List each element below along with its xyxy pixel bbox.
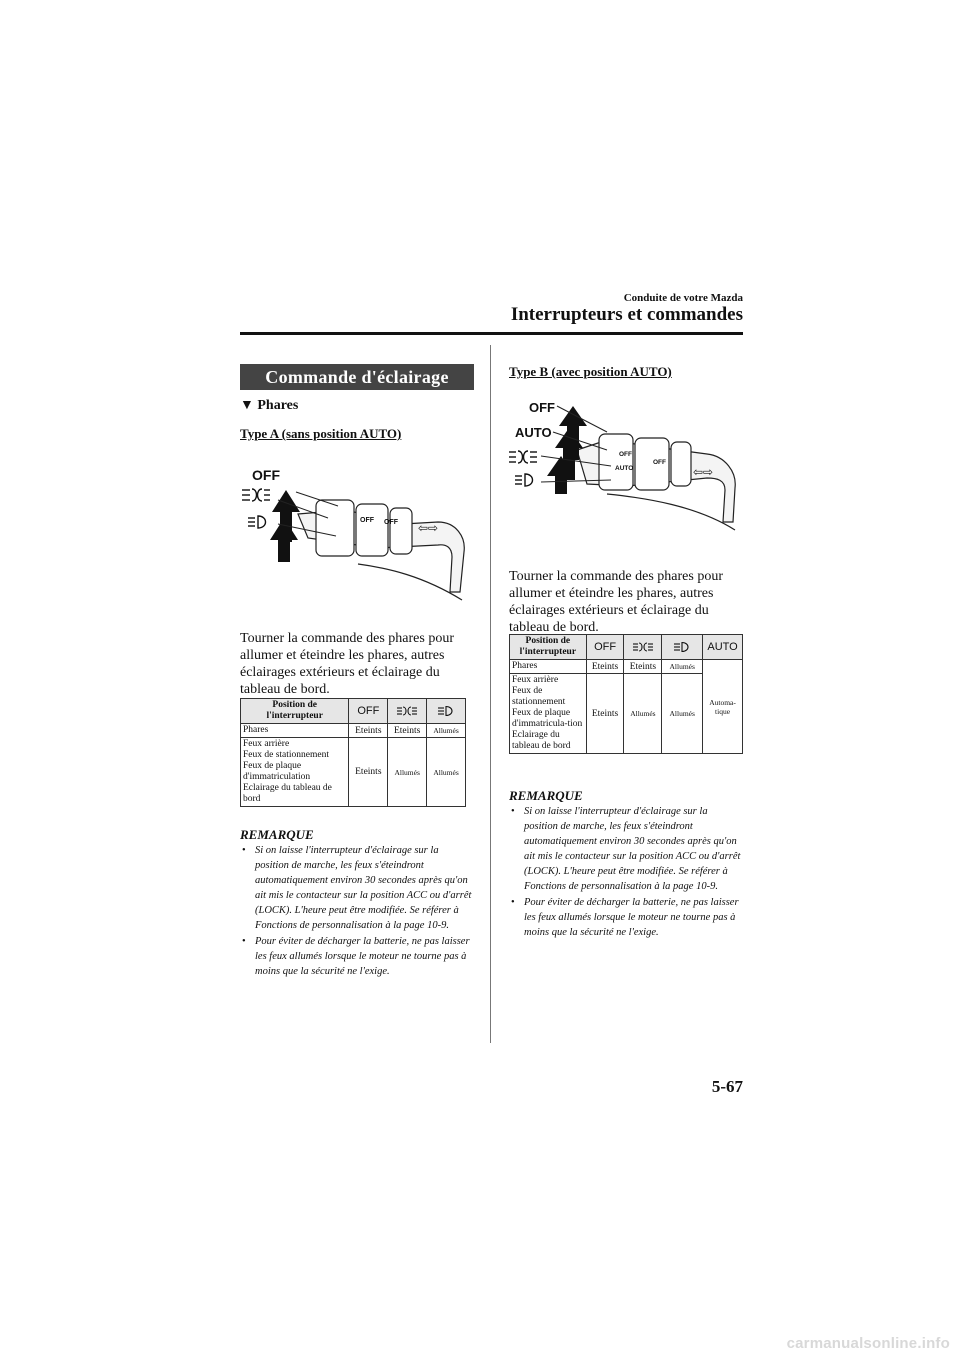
cell-park: Eteints	[624, 660, 662, 674]
page-number: 5-67	[711, 1077, 743, 1096]
cell-park: Eteints	[388, 724, 427, 738]
cell-head: Allumés	[662, 674, 703, 754]
column-auto: AUTO	[703, 635, 743, 660]
row-label: Feux arrière Feux de stationnement Feux de plaque d'immatricula-tion Eclairage du tableau de bord	[510, 674, 587, 754]
switch-ring-3	[390, 508, 412, 554]
remarque-heading: REMARQUE	[509, 788, 583, 803]
parking-lights-icon	[242, 489, 270, 501]
table-header-row	[241, 699, 466, 724]
remarque-heading: REMARQUE	[240, 827, 314, 842]
table-row	[241, 738, 466, 807]
switch-ring-2	[356, 504, 388, 556]
watermark-url[interactable]: carmanualsonline.info	[786, 1335, 950, 1352]
svg-text:OFF: OFF	[360, 517, 374, 524]
cell-off: Eteints	[586, 674, 624, 754]
headlight-icon	[436, 705, 456, 717]
svg-text:⇦⇨: ⇦⇨	[418, 521, 439, 535]
svg-text:OFF: OFF	[619, 451, 632, 458]
type-a-heading: Type A (sans position AUTO)	[240, 426, 402, 441]
subheading-phares	[240, 398, 298, 414]
column-parking-lights-icon	[388, 699, 427, 724]
cell-off: Eteints	[349, 724, 388, 738]
cell-off: Eteints	[349, 738, 388, 807]
headlight-switch-type-a-figure	[238, 452, 478, 607]
headlight-switch-type-b-figure	[507, 390, 743, 540]
row-label: Feux arrière Feux de stationnement Feux de plaque d'immatriculation Eclairage du tableau de bord	[241, 738, 349, 807]
parking-lights-icon	[632, 641, 654, 653]
parking-lights-icon	[509, 451, 537, 463]
type-b-heading: Type B (avec position AUTO)	[509, 364, 672, 379]
svg-text:⇦⇨: ⇦⇨	[693, 465, 714, 479]
headlight-icon	[248, 516, 266, 528]
table-header-label: Position de l'interrupteur	[510, 635, 587, 660]
cell-auto: Automa-tique	[703, 660, 743, 754]
remarque-list	[509, 804, 744, 941]
list-item: • Si on laisse l'interrupteur d'éclairage sur la position de marche, les feux s'éteindront automatiquement environ 30 secondes après qu'on ait mis le contacteur sur la position ACC ou d'arrêt (LOCK). L'heure peut être modifiée. Se référer à Fonctions de personnalisation à la page 10-9.	[509, 804, 744, 894]
row-label: Phares	[241, 724, 349, 738]
headlight-icon	[515, 474, 533, 486]
table-header-label: Position de l'interrupteur	[241, 699, 349, 724]
column-parking-lights-icon	[624, 635, 662, 660]
switch-position-table-a	[240, 698, 466, 807]
column-headlight-icon	[662, 635, 703, 660]
list-item: • Si on laisse l'interrupteur d'éclairage sur la position de marche, les feux s'éteindront automatiquement environ 30 secondes après qu'on ait mis le contacteur sur la position ACC ou d'arrêt (LOCK). L'heure peut être modifiée. Se référer à Fonctions de personnalisation à la page 10-9.	[240, 843, 475, 933]
header-rule	[240, 332, 743, 335]
figure-off-label: OFF	[252, 467, 280, 483]
column-off: OFF	[586, 635, 624, 660]
table-row	[241, 724, 466, 738]
svg-text:OFF: OFF	[653, 459, 666, 466]
stalk-lower-edge	[358, 564, 462, 600]
cell-off: Eteints	[586, 660, 624, 674]
subheading-label: Phares	[257, 398, 299, 413]
switch-position-table-b	[509, 634, 743, 754]
section-name: Conduite de votre Mazda	[623, 292, 743, 304]
svg-text:AUTO: AUTO	[615, 465, 634, 472]
list-item: • Pour éviter de décharger la batterie, ne pas laisser les feux allumés lorsque le moteur ne tourne pas à moins que la sécurité ne l'exige.	[509, 895, 744, 940]
cell-park: Allumés	[624, 674, 662, 754]
page-title: Interrupteurs et commandes	[510, 304, 743, 325]
cell-head: Allumés	[427, 738, 466, 807]
cell-head: Allumés	[427, 724, 466, 738]
column-divider	[490, 345, 491, 1043]
triangle-marker-icon: ▼	[240, 398, 254, 413]
cell-park: Allumés	[388, 738, 427, 807]
list-item: • Pour éviter de décharger la batterie, ne pas laisser les feux allumés lorsque le moteur ne tourne pas à moins que la sécurité ne l'exige.	[240, 934, 475, 979]
column-headlight-icon	[427, 699, 466, 724]
column-off: OFF	[349, 699, 388, 724]
parking-lights-icon	[396, 705, 418, 717]
intro-paragraph: Tourner la commande des phares pour allumer et éteindre les phares, autres éclairages extérieurs et éclairage du tableau de bord.	[509, 569, 723, 635]
intro-paragraph: Tourner la commande des phares pour allumer et éteindre les phares, autres éclairages extérieurs et éclairage du tableau de bord.	[240, 631, 454, 697]
switch-ring-3	[671, 442, 691, 486]
row-label: Phares	[510, 660, 587, 674]
remarque-list	[240, 843, 475, 980]
figure-off-label: OFF	[529, 400, 555, 415]
svg-text:OFF: OFF	[384, 519, 398, 526]
headlight-icon	[672, 641, 692, 653]
stalk-lower-edge	[607, 494, 735, 530]
section-banner: Commande d'éclairage	[240, 364, 474, 390]
switch-ring-1	[599, 434, 633, 490]
arrow-up-icon	[270, 518, 298, 562]
table-row	[510, 660, 743, 674]
cell-head: Allumés	[662, 660, 703, 674]
switch-ring-1	[316, 500, 354, 556]
table-header-row	[510, 635, 743, 660]
figure-auto-label: AUTO	[515, 425, 552, 440]
